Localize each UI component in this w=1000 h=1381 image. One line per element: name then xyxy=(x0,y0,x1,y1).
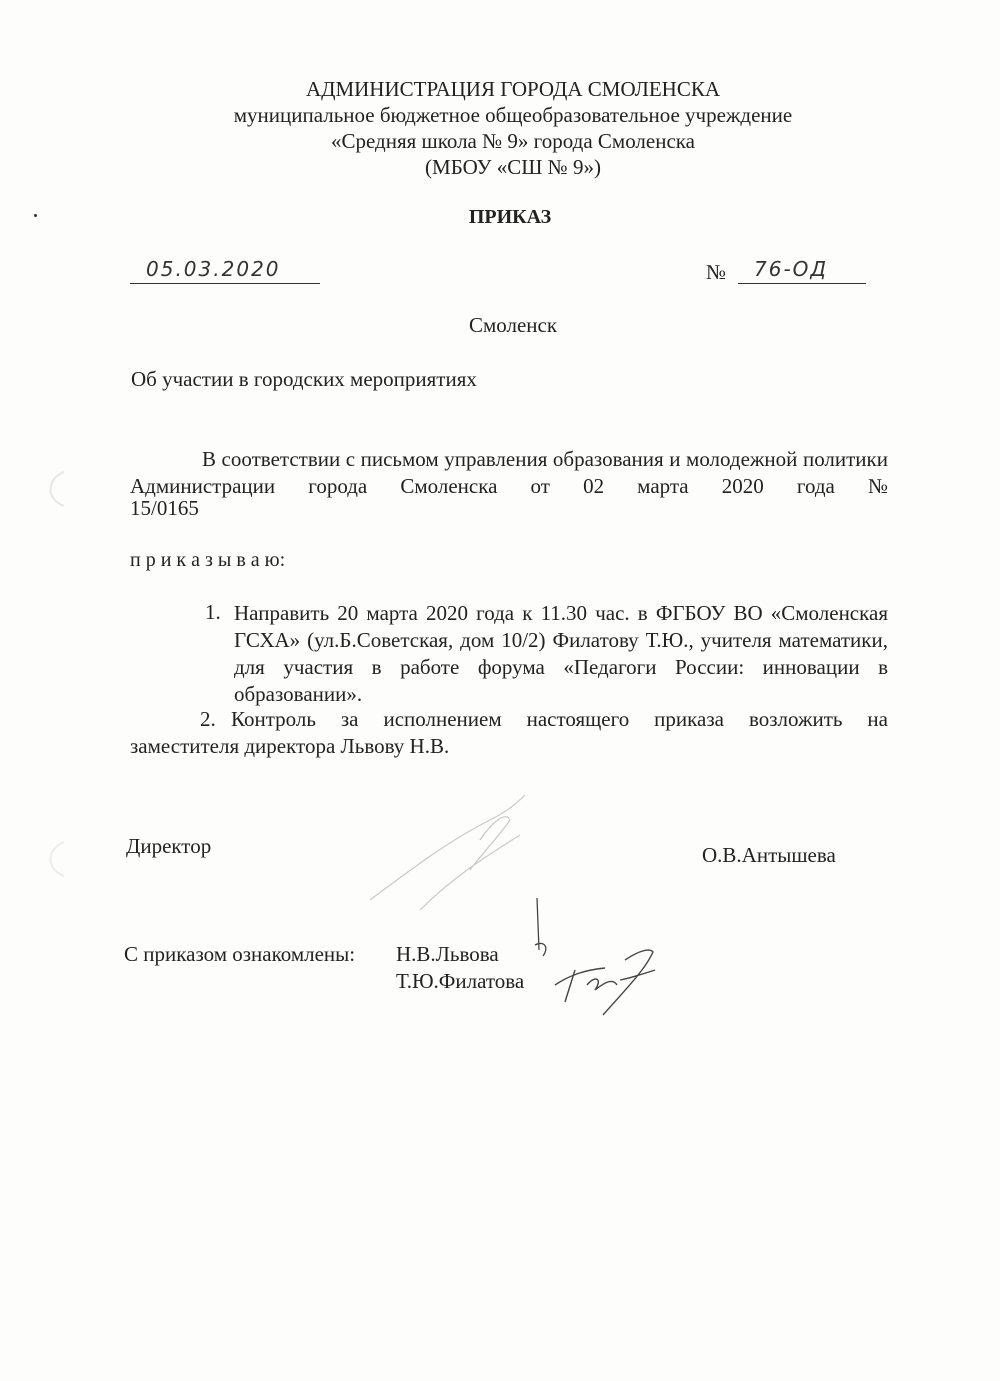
acknowledged-name-1: Н.В.Львова xyxy=(396,942,499,966)
signatory-position: Директор xyxy=(126,834,212,858)
acknowledged-label: С приказом ознакомлены: xyxy=(124,942,356,966)
org-name-line: «Средняя школа № 9» города Смоленска xyxy=(331,129,695,153)
acknowledgement-signature xyxy=(525,890,675,1020)
org-type-line: муниципальное бюджетное общеобразовательное учреждение xyxy=(233,103,793,127)
basis-paragraph: В соответствии с письмом управления образования и молодежной политики Администрации города Смоленска от 02 марта 2020 года № xyxy=(130,447,888,498)
decree-word: п р и к а з ы в а ю: xyxy=(130,549,286,571)
document-title: ПРИКАЗ xyxy=(468,206,552,228)
item-2-text: Контроль за исполнением настоящего приказа возложить на xyxy=(231,707,888,731)
acknowledged-name-2: Т.Ю.Филатова xyxy=(396,969,525,993)
punch-hole-mark xyxy=(36,470,66,510)
number-label: № xyxy=(706,260,727,284)
org-admin-line: АДМИНИСТРАЦИЯ ГОРОДА СМОЛЕНСКА xyxy=(305,77,721,101)
director-signature xyxy=(360,780,560,920)
scan-dot xyxy=(34,214,37,217)
item-2-number: 2. xyxy=(200,707,216,731)
item-1-number: 1. xyxy=(205,600,221,624)
item-1-text: Направить 20 марта 2020 года к 11.30 час. в ФГБОУ ВО «Смоленская ГСХА» (ул.Б.Советская, дом 10/2) Филатову Т.Ю., учителя математики, для участия в работе форума «Педагоги России: инновации в образовании». xyxy=(234,601,888,706)
org-abbr-line: (МБОУ «СШ № 9») xyxy=(425,155,601,179)
number-field xyxy=(738,253,866,284)
order-subject: Об участии в городских мероприятиях xyxy=(131,367,477,391)
order-number: 76-ОД xyxy=(754,257,829,281)
order-date: 05.03.2020 xyxy=(146,257,281,281)
item-2-continuation: заместителя директора Львову Н.В. xyxy=(130,734,450,758)
punch-hole-mark xyxy=(36,840,66,880)
city: Смоленск xyxy=(468,313,558,337)
basis-ref: 15/0165 xyxy=(130,496,199,520)
date-field xyxy=(130,253,320,284)
signatory-name: О.В.Антышева xyxy=(702,843,836,867)
